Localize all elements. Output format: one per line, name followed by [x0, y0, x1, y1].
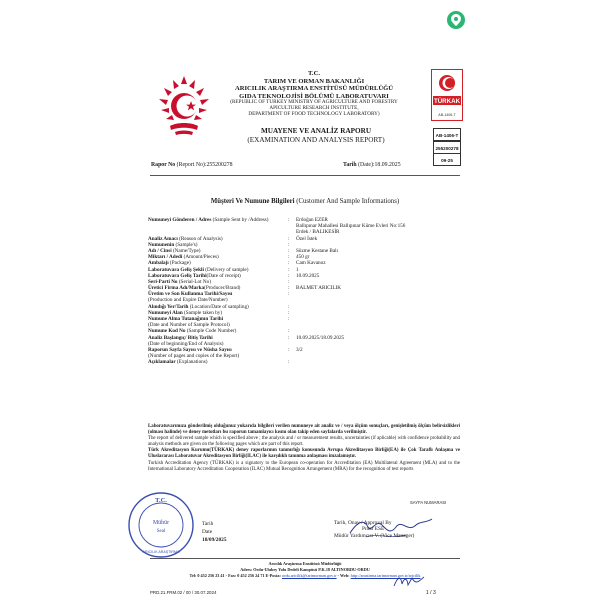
form-code: PRD.21.FRM.02 / 00 / 30.07.2024 — [150, 590, 217, 595]
header-en-3: DEPARTMENT OF FOOD TECHNOLOGY LABORATORY) — [248, 111, 380, 118]
header-ministry: TARIM VE ORMAN BAKANLIĞI — [263, 77, 365, 85]
info-row-value: 10.09.2025/18.09.2025 — [296, 334, 345, 341]
code-report-number: 255200278 — [433, 141, 461, 154]
report-date-label-en: (Date): — [356, 162, 375, 168]
info-row-value: 450 gr — [296, 254, 310, 261]
report-code-box — [433, 129, 461, 166]
info-row-label-en: (Number of pages and copies of the Report) — [148, 353, 240, 360]
info-row-label-en: (Sample taken by) — [182, 309, 223, 316]
turkak-name: TÜRKAK — [433, 98, 461, 105]
info-row-label-en: (Name/Type) — [171, 247, 201, 254]
approver-title: Müdür Yardımcısı V. (Vice Manager) — [334, 532, 415, 539]
code-accreditation: AB-1406-T — [433, 128, 461, 141]
info-row-label — [148, 217, 283, 223]
info-row-colon: : — [288, 278, 290, 285]
stamp-bottom: ARICILIK ARAŞTIRMA — [142, 550, 180, 554]
institution-header — [198, 70, 430, 118]
info-row-label-en: (Date and Number of Sample Protocol) — [148, 322, 230, 329]
info-row — [148, 291, 460, 303]
report-title-en: (EXAMINATION AND ANALYSIS REPORT) — [247, 135, 385, 144]
header-tc: T.C. — [308, 70, 320, 77]
page-number-label: SAYFA NUMARASI — [410, 500, 447, 505]
footer-web-link[interactable]: http://arastirma.tarimorman.gov.tr/aricilik — [350, 573, 421, 578]
info-row-label — [148, 359, 283, 365]
info-row-label-tr: Alındığı Yer/Tarih — [148, 303, 189, 310]
approver-name: Pınar ESE — [362, 526, 385, 533]
report-number — [151, 162, 233, 168]
info-row-value: Erdoğan EZER Ballıpınar Mahallesi Ballıpınar Küme Evleri No:156 Erdek / BALIKESİR — [296, 217, 406, 236]
info-row-label-tr: Açıklamalar — [148, 359, 176, 366]
sample-info-table — [148, 217, 460, 366]
info-row-label-en: (Producer/Brand) — [204, 285, 241, 292]
statement-paragraph — [148, 424, 460, 473]
info-row-label-tr: Analiz Amacı — [148, 235, 178, 242]
info-row-colon: : — [288, 217, 290, 223]
date-label: Tarih — [202, 521, 214, 527]
info-row-value: BALMET ARICILIK — [296, 285, 342, 292]
approval-label: Tarih, Onay / Approval By — [334, 520, 392, 526]
accreditation-en: Turkish Accreditation Agency (TÜRKAK) is a signatory to the European co-operation for Accreditation (EA) Multilateral Agreement (MLA) and to the International Laboratory Accreditation Cooperation (ILAC) Mutual Recognition Arrangement (MRA) for the recognition of test reports — [148, 460, 460, 472]
info-row-label-tr: Numune Alma Tutanağının Tarihi — [148, 316, 224, 323]
header-en-1: (REPUBLIC OF TURKEY MINISTRY OF AGRICULTURE AND FORESTRY — [230, 99, 398, 106]
footer-email-link[interactable]: ordu.aricilik@tarimorman.gov.tr — [281, 573, 337, 578]
info-row-label-tr: Miktarı / Adedi — [148, 254, 183, 261]
info-row-colon: : — [288, 235, 290, 242]
info-row-label-tr: Adı / Cinsi — [148, 247, 172, 254]
info-row — [148, 347, 460, 359]
turkak-accreditation-badge — [431, 69, 463, 121]
info-row-label — [148, 347, 283, 359]
info-row-label-tr: Seri-Parti No — [148, 278, 178, 285]
info-row-colon: : — [288, 334, 290, 341]
info-row-colon: : — [288, 303, 290, 310]
info-row-label-en: (Production and Expire Date/Number) — [148, 297, 228, 304]
report-title — [222, 127, 410, 144]
info-row-label-en: (Date of beginning/End of Analysis) — [148, 340, 224, 347]
info-row-label-tr: Üretici Firma Adı/Marka — [148, 285, 205, 292]
report-number-label-en: (Report No): — [175, 162, 207, 168]
info-row-label-tr: Analiz Başlangıç/ Bitiş Tarihi — [148, 334, 213, 341]
info-row-label-tr: Numune Kod No — [148, 328, 186, 335]
info-row-label — [148, 335, 283, 347]
info-row-colon: : — [288, 247, 290, 254]
statement-tr: Laboratuvarımıza gönderilmiş olduğunuz yukarıda bilgileri verilen numuneye ait analiz ve / veya ölçüm sonuçları, genişletilmiş ölçüm belirsizlikleri (olması halinde) ve deney metotları bu raporun tamamlayıcı kısmı olan takip eden sayfalarda verilmiştir. — [148, 424, 460, 436]
info-row-colon: : — [288, 309, 290, 316]
info-row — [148, 217, 460, 236]
info-row-label — [148, 316, 283, 328]
info-row-value: Özel İstek — [296, 235, 318, 242]
header-lab: GIDA TEKNOLOJİSİ BÖLÜMÜ LABORATUVARI — [239, 92, 389, 100]
header-en-2: APICULTURE RESEARCH INSTITUTE, — [269, 105, 359, 112]
footer-address: Adres: Ordu-Ulubey Yolu Dedeli Kampüsü P.K.18 ALTINORDU-ORDU — [240, 567, 370, 572]
info-row-colon: : — [288, 328, 290, 335]
info-row-label-en: (Explanations) — [175, 359, 208, 366]
info-row-colon: : — [288, 359, 290, 366]
info-row-label-tr: Numuneyi Alan — [148, 309, 183, 316]
info-row-label-tr: Üretim ve Son Kullanma Tarihi/Sayısı — [148, 291, 233, 298]
location-pin-icon[interactable] — [447, 11, 465, 29]
info-row-value: 1 — [296, 266, 299, 273]
info-row-label-en: (Reason of Analysis) — [177, 235, 223, 242]
section-title-tr: Müşteri Ve Numune Bilgileri — [210, 198, 295, 205]
page-number: 1 / 3 — [426, 590, 436, 596]
info-row-label-en: (Location/Date of sampling) — [188, 303, 249, 310]
section-title — [150, 198, 460, 205]
info-row-label-tr: Numuneyi Gönderen / Adres — [148, 217, 212, 223]
divider — [150, 175, 460, 176]
report-date — [343, 162, 401, 168]
section-title-en: (Customer And Sample Informations) — [294, 198, 400, 205]
report-date-value: 18.09.2025 — [374, 162, 401, 168]
report-date-label: Tarih — [343, 162, 357, 168]
info-row-label-en: (Sample Code Number) — [185, 328, 237, 335]
info-row-value: Süzme Kestane Balı — [296, 247, 339, 254]
info-row-label-en: (Serial-Lot No) — [177, 278, 211, 285]
report-number-label: Rapor No — [151, 162, 176, 168]
footer-divider — [150, 558, 460, 559]
info-row-label-tr: Raporun Sayfa Sayısı ve Nüsha Sayısı — [148, 347, 232, 354]
official-seal-stamp — [126, 490, 196, 565]
stamp-top: T.C. — [155, 497, 167, 504]
info-row — [148, 335, 460, 347]
stamp-sub: Seal — [156, 529, 166, 534]
info-row-label-en: (Sample's) — [174, 241, 198, 248]
info-row-label-en: (Amount/Pieces) — [182, 254, 219, 261]
footer-phone-fax: Tel: 0 452 256 23 41 - Fax: 0 452 256 24 71 E-Posta: — [189, 573, 282, 578]
info-row-label-tr: Ambalajı — [148, 260, 169, 267]
info-row-colon: : — [288, 266, 290, 273]
date-block — [202, 520, 227, 544]
date-label-en: Date — [202, 529, 213, 535]
info-row-colon: : — [288, 291, 290, 298]
info-row-label-en: (Date of receipt) — [206, 272, 241, 279]
header-institute: ARICILIK ARAŞTIRMA ENSTİTÜSÜ MÜDÜRLÜĞÜ — [234, 85, 394, 93]
info-row-label-en: (Package) — [168, 260, 191, 267]
accreditation-tr: Türk Akreditasyon Kurumu(TÜRKAK) deney raporlarının tanınırlığı konusunda Avrupa Akreditasyon Birliği(EA) ile Çok Taraflı Anlaşma ve Uluslararası Laboratuvar Akreditasyon Birliği(ILAC) ile karşılıklı tanınma anlaşması imzalamıştır. — [148, 448, 460, 460]
info-row-label — [148, 291, 283, 303]
info-row-label-en: (Sample Sent by /Address) — [211, 217, 269, 223]
info-row-label-en: (Delivery of sample) — [203, 266, 249, 273]
info-row-colon: : — [288, 272, 290, 279]
info-row-value: 3/2 — [296, 347, 303, 354]
footer-institute: Arıcılık Araştırma Enstitüsü Müdürlüğü — [268, 561, 342, 566]
info-row-label-tr: Numunenin — [148, 241, 175, 248]
info-row-colon: : — [288, 260, 290, 267]
code-period: 09-25 — [433, 153, 461, 166]
approver-block — [334, 520, 414, 539]
info-row-colon: : — [288, 347, 290, 354]
info-row — [148, 316, 460, 328]
report-title-tr: MUAYENE VE ANALİZ RAPORU — [260, 127, 372, 135]
footer-web-label: - Web: — [336, 573, 351, 578]
info-row-value: 10.09.2025 — [296, 272, 320, 279]
turkak-code: AB-1406-T — [438, 113, 456, 117]
info-row-value: Cam Kavanoz — [296, 260, 326, 267]
report-number-value: 255200278 — [206, 162, 233, 168]
initials-signature — [392, 574, 426, 595]
info-row — [148, 359, 460, 365]
info-row-label-tr: Laboratuvara Geliş Tarihi — [148, 272, 207, 279]
info-row-colon: : — [288, 254, 290, 261]
signature-date: 18/09/2025 — [202, 537, 227, 543]
info-row-label-tr: Laboratuvara Geliş Şekli — [148, 266, 204, 273]
stamp-mid: Mühür — [152, 520, 170, 526]
info-row-colon: : — [288, 241, 290, 248]
info-row-colon: : — [288, 285, 290, 292]
info-row-colon: : — [288, 316, 290, 323]
statement-en: The report of delivered sample which is specified above ; the analysis and / or measurement results, uncertainties (if aplicable) with confidence probability and analysis methods are given on the following pages which are part of this report. — [148, 436, 460, 448]
